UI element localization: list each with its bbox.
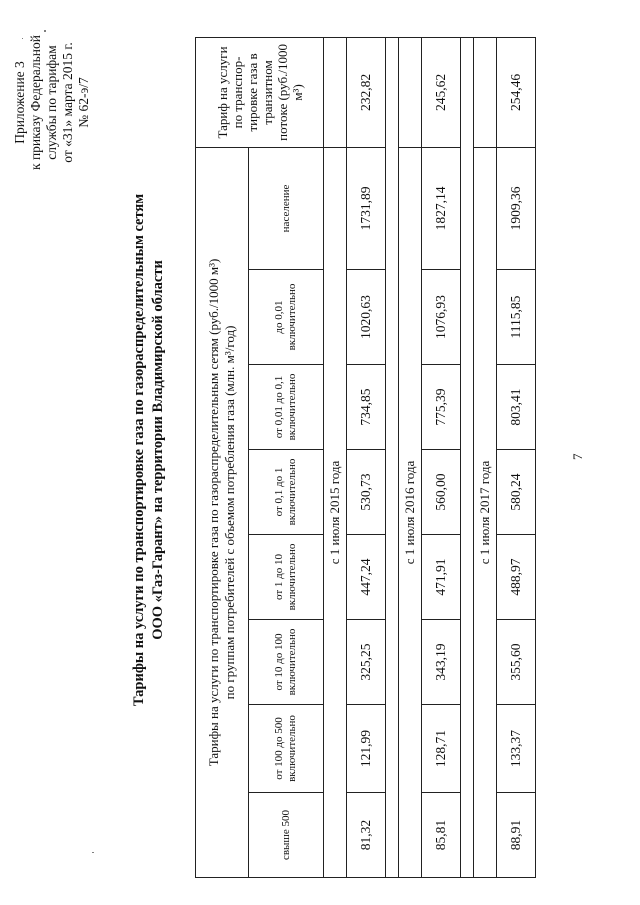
appendix-line: Приложение 3: [12, 61, 27, 144]
column-header: от 10 до 100 включительно: [249, 620, 324, 705]
page-number: 7: [570, 453, 585, 460]
title-line: Тарифы на услуги по транспортировке газа по газораспределительным сетям: [131, 193, 147, 707]
table-cell: 803,41: [497, 365, 536, 450]
table-cell: 734,85: [347, 365, 386, 450]
table-cell: 471,91: [422, 535, 461, 620]
table-cell: 1115,85: [497, 270, 536, 365]
table-cell: 88,91: [497, 793, 536, 878]
table-cell: 245,62: [422, 37, 461, 147]
appendix-line: к приказу Федеральной: [28, 35, 43, 170]
gap-row: [461, 37, 474, 877]
table-cell: 343,19: [422, 620, 461, 705]
column-header: до 0,01 включительно: [249, 270, 324, 365]
table-cell: 560,00: [422, 450, 461, 535]
table-cell: 81,32: [347, 793, 386, 878]
table-cell: 355,60: [497, 620, 536, 705]
table-cell: 121,99: [347, 705, 386, 793]
table-cell: 530,73: [347, 450, 386, 535]
table-cell: 1909,36: [497, 147, 536, 269]
table-cell: 775,39: [422, 365, 461, 450]
title-line: ООО «Газ-Гарант» на территории Владимирской области: [150, 260, 166, 640]
period-row: с 1 июля 2015 года: [324, 147, 347, 877]
table-cell: 325,25: [347, 620, 386, 705]
period-row: с 1 июля 2017 года: [474, 147, 497, 877]
column-header: от 0,01 до 0,1 включительно: [249, 365, 324, 450]
appendix-line: от «31» марта 2015 г. № 62-э/7: [60, 42, 91, 163]
group-header: Тарифы на услуги по транспортировке газа по газораспределительным сетям (руб./1000 м³) по группам потребителей с объемом потребления газа (млн. м³/год): [196, 147, 249, 877]
column-header: от 1 до 10 включительно: [249, 535, 324, 620]
period-spacer: [474, 37, 497, 147]
period-spacer: [324, 37, 347, 147]
column-header: свыше 500: [249, 793, 324, 878]
table-cell: 1731,89: [347, 147, 386, 269]
appendix-line: службы по тарифам: [44, 45, 59, 160]
table-cell: 488,97: [497, 535, 536, 620]
appendix-block: [12, 35, 92, 170]
transit-header: Тариф на услуги по транспор-тировке газа в транзитном потоке (руб./1000 м³): [196, 37, 324, 147]
column-header: от 100 до 500 включительно: [249, 705, 324, 793]
table-cell: 232,82: [347, 37, 386, 147]
table-cell: 1827,14: [422, 147, 461, 269]
column-header: население: [249, 147, 324, 269]
table-cell: 1076,93: [422, 270, 461, 365]
table-cell: 85,81: [422, 793, 461, 878]
tariff-table: [195, 37, 536, 878]
table-cell: 1020,63: [347, 270, 386, 365]
period-row: с 1 июля 2016 года: [399, 147, 422, 877]
table-cell: 580,24: [497, 450, 536, 535]
table-cell: 128,71: [422, 705, 461, 793]
table-cell: 133,37: [497, 705, 536, 793]
gap-row: [386, 37, 399, 877]
document-title: [130, 145, 168, 755]
table-cell: 254,46: [497, 37, 536, 147]
table-cell: 447,24: [347, 535, 386, 620]
column-header: от 0,1 до 1 включительно: [249, 450, 324, 535]
period-spacer: [399, 37, 422, 147]
